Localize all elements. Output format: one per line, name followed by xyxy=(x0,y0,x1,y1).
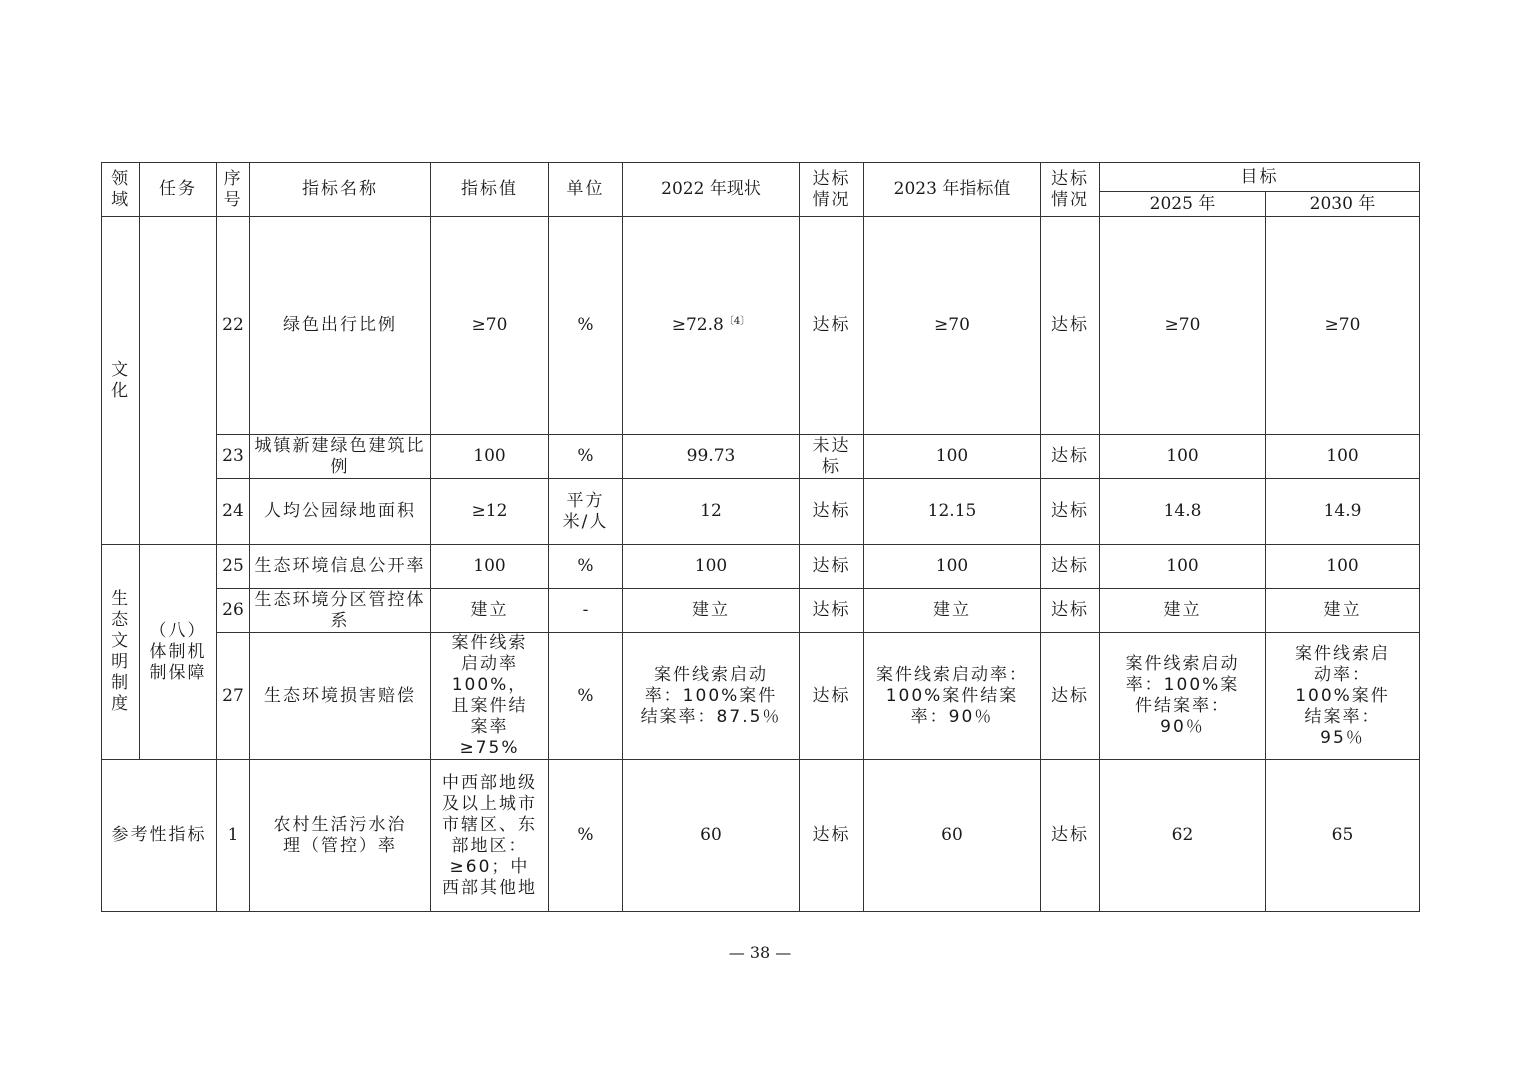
header-domain: 领域 xyxy=(102,163,140,217)
row-target-2023: 100 xyxy=(864,545,1041,589)
row-attain-1: 达标 xyxy=(800,217,864,435)
row-goal-2030: 100 xyxy=(1266,435,1420,479)
table-row xyxy=(102,545,1420,589)
row-goal-2025: ≥70 xyxy=(1100,217,1266,435)
row-attain-2: 达标 xyxy=(1041,760,1100,912)
row-attain-1: 未达标 xyxy=(800,435,864,479)
row-unit: % xyxy=(549,217,623,435)
row-target-2023: 建立 xyxy=(864,589,1041,633)
row-indicator-name: 生态环境分区管控体系 xyxy=(250,589,431,633)
row-unit: % xyxy=(549,633,623,760)
row-attain-1: 达标 xyxy=(800,760,864,912)
row-indicator-value: ≥12 xyxy=(431,479,549,545)
table-row xyxy=(102,760,1420,912)
header-indicator-name: 指标名称 xyxy=(250,163,431,217)
row-indicator-name: 绿色出行比例 xyxy=(250,217,431,435)
row-attain-2: 达标 xyxy=(1041,435,1100,479)
row-status-2022: 60 xyxy=(623,760,800,912)
row-goal-2030: 14.9 xyxy=(1266,479,1420,545)
indicator-table xyxy=(101,162,1420,912)
row-goal-2030: 建立 xyxy=(1266,589,1420,633)
row-indicator-value: 中西部地级及以上城市市辖区、东部地区：≥60；中西部其他地 xyxy=(431,760,549,912)
row-no: 1 xyxy=(217,760,250,912)
table-row xyxy=(102,217,1420,435)
row-status-2022: 100 xyxy=(623,545,800,589)
header-status-2022: 2022 年现状 xyxy=(623,163,800,217)
row-indicator-value: ≥70 xyxy=(431,217,549,435)
reference-indicator-label: 参考性指标 xyxy=(102,760,217,912)
row-target-2023: 60 xyxy=(864,760,1041,912)
table-row xyxy=(102,479,1420,545)
header-goal: 目标 xyxy=(1100,163,1420,192)
row-indicator-name: 农村生活污水治理（管控）率 xyxy=(250,760,431,912)
row-goal-2025: 案件线索启动率：100%案件结案率：90％ xyxy=(1100,633,1266,760)
row-attain-2: 达标 xyxy=(1041,217,1100,435)
page-number: — 38 — xyxy=(728,943,792,962)
header-year-2030: 2030 年 xyxy=(1266,192,1420,217)
row-attain-2: 达标 xyxy=(1041,545,1100,589)
row-status-2022: 99.73 xyxy=(623,435,800,479)
row-indicator-name: 生态环境信息公开率 xyxy=(250,545,431,589)
row-unit: 平方米/人 xyxy=(549,479,623,545)
table-row xyxy=(102,435,1420,479)
row-goal-2030: 案件线索启动率：100%案件结案率：95％ xyxy=(1266,633,1420,760)
domain-culture-cell: 文化 xyxy=(102,217,140,545)
row-target-2023: 100 xyxy=(864,435,1041,479)
row-goal-2025: 100 xyxy=(1100,545,1266,589)
table-row xyxy=(102,633,1420,760)
row-attain-1: 达标 xyxy=(800,633,864,760)
row-goal-2025: 14.8 xyxy=(1100,479,1266,545)
row-goal-2030: ≥70 xyxy=(1266,217,1420,435)
header-year-2025: 2025 年 xyxy=(1100,192,1266,217)
row-unit: % xyxy=(549,545,623,589)
row-attain-1: 达标 xyxy=(800,545,864,589)
row-goal-2030: 65 xyxy=(1266,760,1420,912)
row-attain-2: 达标 xyxy=(1041,479,1100,545)
row-status-2022: 12 xyxy=(623,479,800,545)
row-goal-2025: 100 xyxy=(1100,435,1266,479)
row-indicator-name: 城镇新建绿色建筑比例 xyxy=(250,435,431,479)
header-unit: 单位 xyxy=(549,163,623,217)
row-status-2022: $\ge 72.8^{〔4〕}$ xyxy=(623,217,800,435)
task-cell-empty xyxy=(140,217,217,545)
header-indicator-value: 指标值 xyxy=(431,163,549,217)
row-indicator-name: 人均公园绿地面积 xyxy=(250,479,431,545)
row-no: 22 xyxy=(217,217,250,435)
table-row xyxy=(102,589,1420,633)
row-unit: % xyxy=(549,435,623,479)
header-task: 任务 xyxy=(140,163,217,217)
header-target-2023: 2023 年指标值 xyxy=(864,163,1041,217)
row-goal-2025: 62 xyxy=(1100,760,1266,912)
header-attain-1: 达标情况 xyxy=(800,163,864,217)
task-8-cell: （八）体制机制保障 xyxy=(140,545,217,760)
footnote-ref: 〔4〕 xyxy=(723,316,751,327)
row-no: 23 xyxy=(217,435,250,479)
row-attain-1: 达标 xyxy=(800,479,864,545)
row-status-2022: 建立 xyxy=(623,589,800,633)
row-attain-2: 达标 xyxy=(1041,633,1100,760)
row-indicator-value: 案件线索启动率100%，且案件结案率≥75% xyxy=(431,633,549,760)
domain-eco-civilization-cell: 生态文明制度 xyxy=(102,545,140,760)
row-status-2022: 案件线索启动率：100%案件结案率：87.5％ xyxy=(623,633,800,760)
row-unit: - xyxy=(549,589,623,633)
row-target-2023: ≥70 xyxy=(864,217,1041,435)
row-no: 26 xyxy=(217,589,250,633)
row-attain-2: 达标 xyxy=(1041,589,1100,633)
row-indicator-value: 100 xyxy=(431,545,549,589)
row-indicator-value: 建立 xyxy=(431,589,549,633)
header-no: 序号 xyxy=(217,163,250,217)
row-no: 24 xyxy=(217,479,250,545)
row-attain-1: 达标 xyxy=(800,589,864,633)
row-target-2023: 案件线索启动率：100%案件结案率：90％ xyxy=(864,633,1041,760)
row-indicator-value: 100 xyxy=(431,435,549,479)
row-unit: % xyxy=(549,760,623,912)
row-target-2023: 12.15 xyxy=(864,479,1041,545)
header-row xyxy=(102,163,1420,192)
row-indicator-name: 生态环境损害赔偿 xyxy=(250,633,431,760)
row-no: 25 xyxy=(217,545,250,589)
row-no: 27 xyxy=(217,633,250,760)
row-goal-2030: 100 xyxy=(1266,545,1420,589)
row-goal-2025: 建立 xyxy=(1100,589,1266,633)
header-attain-2: 达标情况 xyxy=(1041,163,1100,217)
